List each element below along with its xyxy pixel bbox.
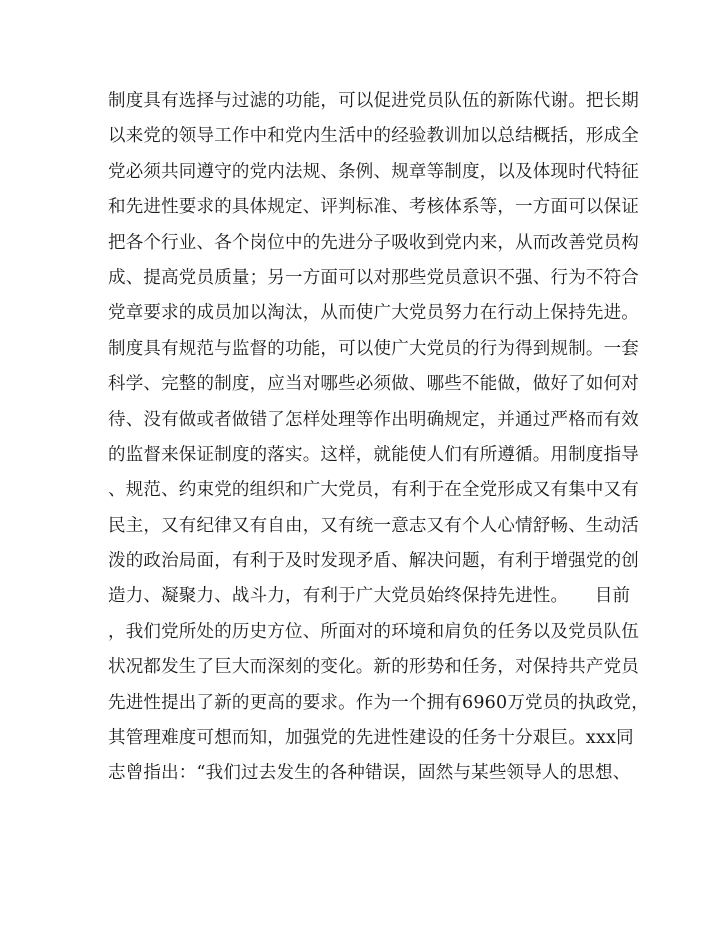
text-line: 党必须共同遵守的党内法规、条例、规章等制度，以及体现时代特征 (108, 161, 639, 182)
text-line: 待、没有做或者做错了怎样处理等作出明确规定，并通过严格而有效 (108, 409, 639, 430)
text-line: 民主，又有纪律又有自由，又有统一意志又有个人心情舒畅、生动活 (108, 515, 639, 536)
text-line: 科学、完整的制度，应当对哪些必须做、哪些不能做，做好了如何对 (108, 374, 639, 395)
text-line: 其管理难度可想而知，加强党的先进性建设的任务十分艰巨。xxx同 (108, 728, 634, 749)
text-line: 泼的政治局面，有利于及时发现矛盾、解决问题，有利于增强党的创 (108, 551, 639, 572)
text-line: 志曾指出：“我们过去发生的各种错误，固然与某些领导人的思想、 (108, 763, 631, 784)
text-line: 的监督来保证制度的落实。这样，就能使人们有所遵循。用制度指导 (108, 444, 639, 465)
text-line: 先进性提出了新的更高的要求。作为一个拥有6960万党员的执政党， (108, 692, 649, 713)
text-line: 成、提高党员质量；另一方面可以对那些党员意识不强、行为不符合 (108, 267, 639, 288)
text-line: 和先进性要求的具体规定、评判标准、考核体系等，一方面可以保证 (108, 197, 639, 218)
text-line: 状况都发生了巨大而深刻的变化。新的形势和任务，对保持共产党员 (108, 657, 639, 678)
text-line: 以来党的领导工作中和党内生活中的经验教训加以总结概括，形成全 (108, 126, 639, 147)
text-line: 党章要求的成员加以淘汰，从而使广大党员努力在行动上保持先进。 (108, 303, 639, 324)
text-line: 造力、凝聚力、战斗力，有利于广大党员始终保持先进性。 目前 (108, 586, 631, 607)
text-line: ，我们党所处的历史方位、所面对的环境和肩负的任务以及党员队伍 (108, 621, 639, 642)
text-line: 制度具有选择与过滤的功能，可以促进党员队伍的新陈代谢。把长期 (108, 91, 639, 111)
text-line: 、规范、约束党的组织和广大党员，有利于在全党形成又有集中又有 (108, 480, 639, 501)
text-line: 把各个行业、各个岗位中的先进分子吸收到党内来，从而改善党员构 (108, 232, 639, 253)
text-line: 制度具有规范与监督的功能，可以使广大党员的行为得到规制。一套 (108, 338, 639, 359)
body-text (108, 84, 649, 792)
